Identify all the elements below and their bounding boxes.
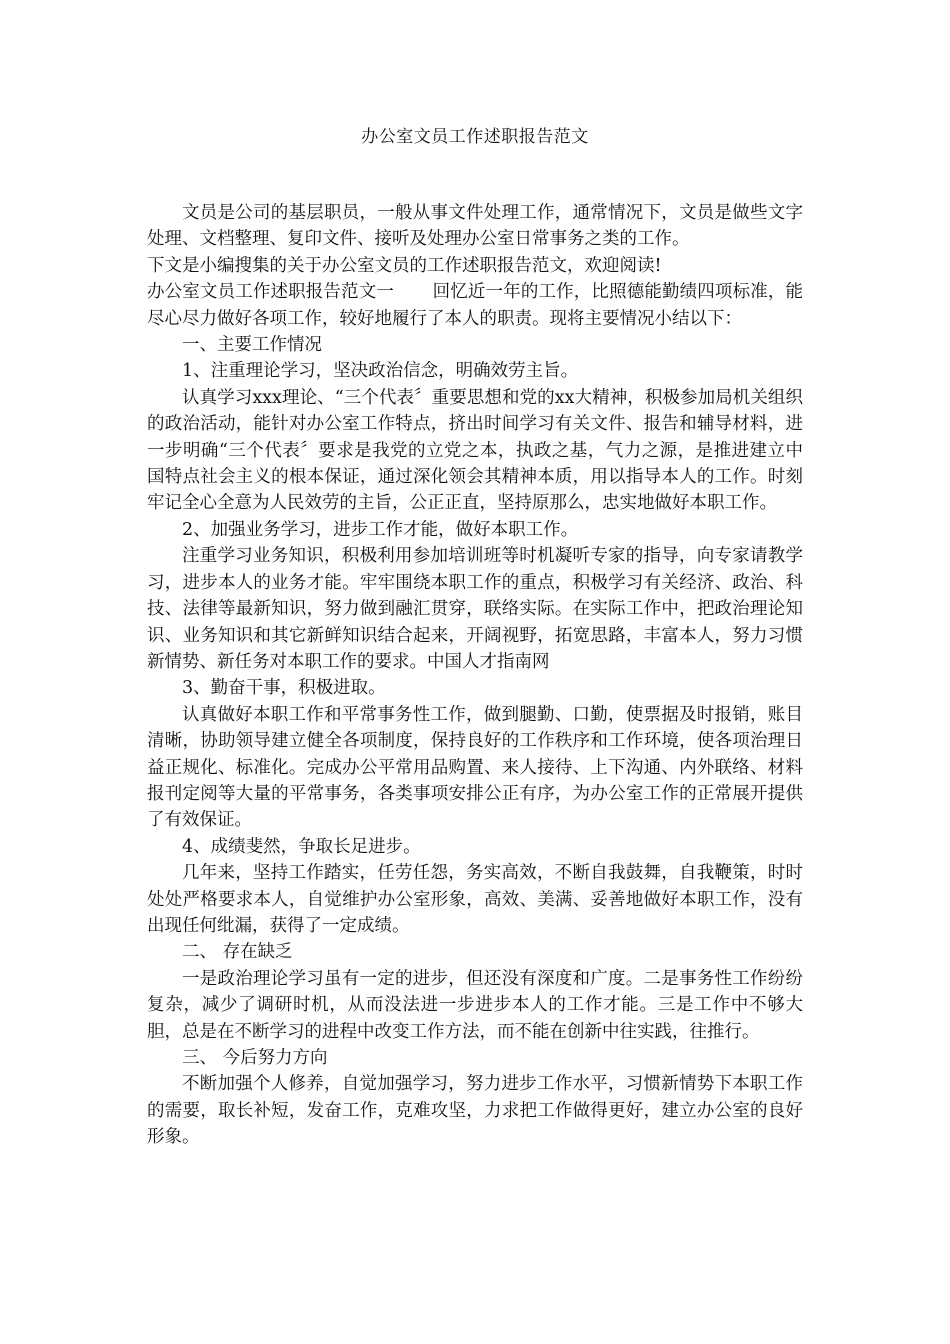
shortcomings-text: 一是政治理论学习虽有一定的进步，但还没有深度和广度。二是事务性工作纷纷复杂，减少了调研时机，从而没法进一步进步本人的工作才能。三是工作中不够大胆，总是在不断学习的进程中改变工作方法，而不能在创新中往实践，往推行。 [147,968,803,1042]
item-title-3: 3、勤奋干事，积极进取。 [182,678,386,699]
document-title: 办公室文员工作述职报告范文 [361,127,589,147]
future-direction-text: 不断加强个人修养，自觉加强学习，努力进步工作水平，习惯新情势下本职工作的需要，取长补短，发奋工作，克难攻坚，力求把工作做得更好，建立办公室的良好形象。 [147,1074,803,1148]
intro-reading-note: 下文是小编搜集的关于办公室文员的工作述职报告范文，欢迎阅读! [147,255,662,276]
report-summary-text: 回忆近一年的工作，比照德能勤绩四项标准，能尽心尽力做好各项工作，较好地履行了本人的职责。现将主要情况小结以下： [147,282,803,329]
document-body [147,200,803,1151]
item-text-3: 认真做好本职工作和平常事务性工作，做到腿勤、口勤，使票据及时报销，账目清晰，协助领导建立健全各项制度，保持良好的工作秩序和工作环境，使各项治理日益正规化、标准化。完成办公平常用品购置、来人接待、上下沟通、内外联络、材料报刊定阅等大量的平常事务，各类事项安排公正有序，为办公室工作的正常展开提供了有效保证。 [147,704,803,831]
report-subheading: 办公室文员工作述职报告范文一 [147,282,394,303]
item-title-2: 2、加强业务学习，进步工作才能，做好本职工作。 [182,519,579,540]
item-text-2: 注重学习业务知识，积极利用参加培训班等时机凝听专家的指导，向专家请教学习，进步本人的业务才能。牢牢围绕本职工作的重点，积极学习有关经济、政治、科技、法律等最新知识，努力做到融汇贯穿，联络实际。在实际工作中，把政治理论知识、业务知识和其它新鲜知识结合起来，开阔视野，拓宽思路，丰富本人，努力习惯新情势、新任务对本职工作的要求。中国人才指南网 [147,546,803,672]
section-heading-main-work: 一、主要工作情况 [182,335,322,356]
intro-summary-paragraph [147,279,803,332]
item-text-4: 几年来，坚持工作踏实，任劳任怨，务实高效，不断自我鼓舞，自我鞭策，时时处处严格要求本人，自觉维护办公室形象，高效、美满、妥善地做好本职工作，没有出现任何纰漏，获得了一定成绩。 [147,863,803,936]
item-title-1: 1、注重理论学习，坚决政治信念，明确效劳主旨。 [182,361,579,382]
item-title-4: 4、成绩斐然，争取长足进步。 [182,836,421,857]
section-heading-future-direction: 三、 今后努力方向 [182,1048,328,1068]
item-text-1: 认真学习xxx理论、“三个代表〞重要思想和党的xx大精神，积极参加局机关组织的政治活动，能针对办公室工作特点，挤出时间学习有关文件、报告和辅导材料，进一步明确“三个代表〞要求是我党的立党之本，执政之基，气力之源，是推进建立中国特点社会主义的根本保证，通过深化领会其精神本质，用以指导本人的工作。时刻牢记全心全意为人民效劳的主旨，公正正直，坚持原那么，忠实地做好本职工作。 [147,387,803,514]
section-heading-shortcomings: 二、 存在缺乏 [182,942,293,963]
intro-paragraph: 文员是公司的基层职员，一般从事文件处理工作，通常情况下，文员是做些文字处理、文档整理、复印文件、接听及处理办公室日常事务之类的工作。 [147,203,803,250]
